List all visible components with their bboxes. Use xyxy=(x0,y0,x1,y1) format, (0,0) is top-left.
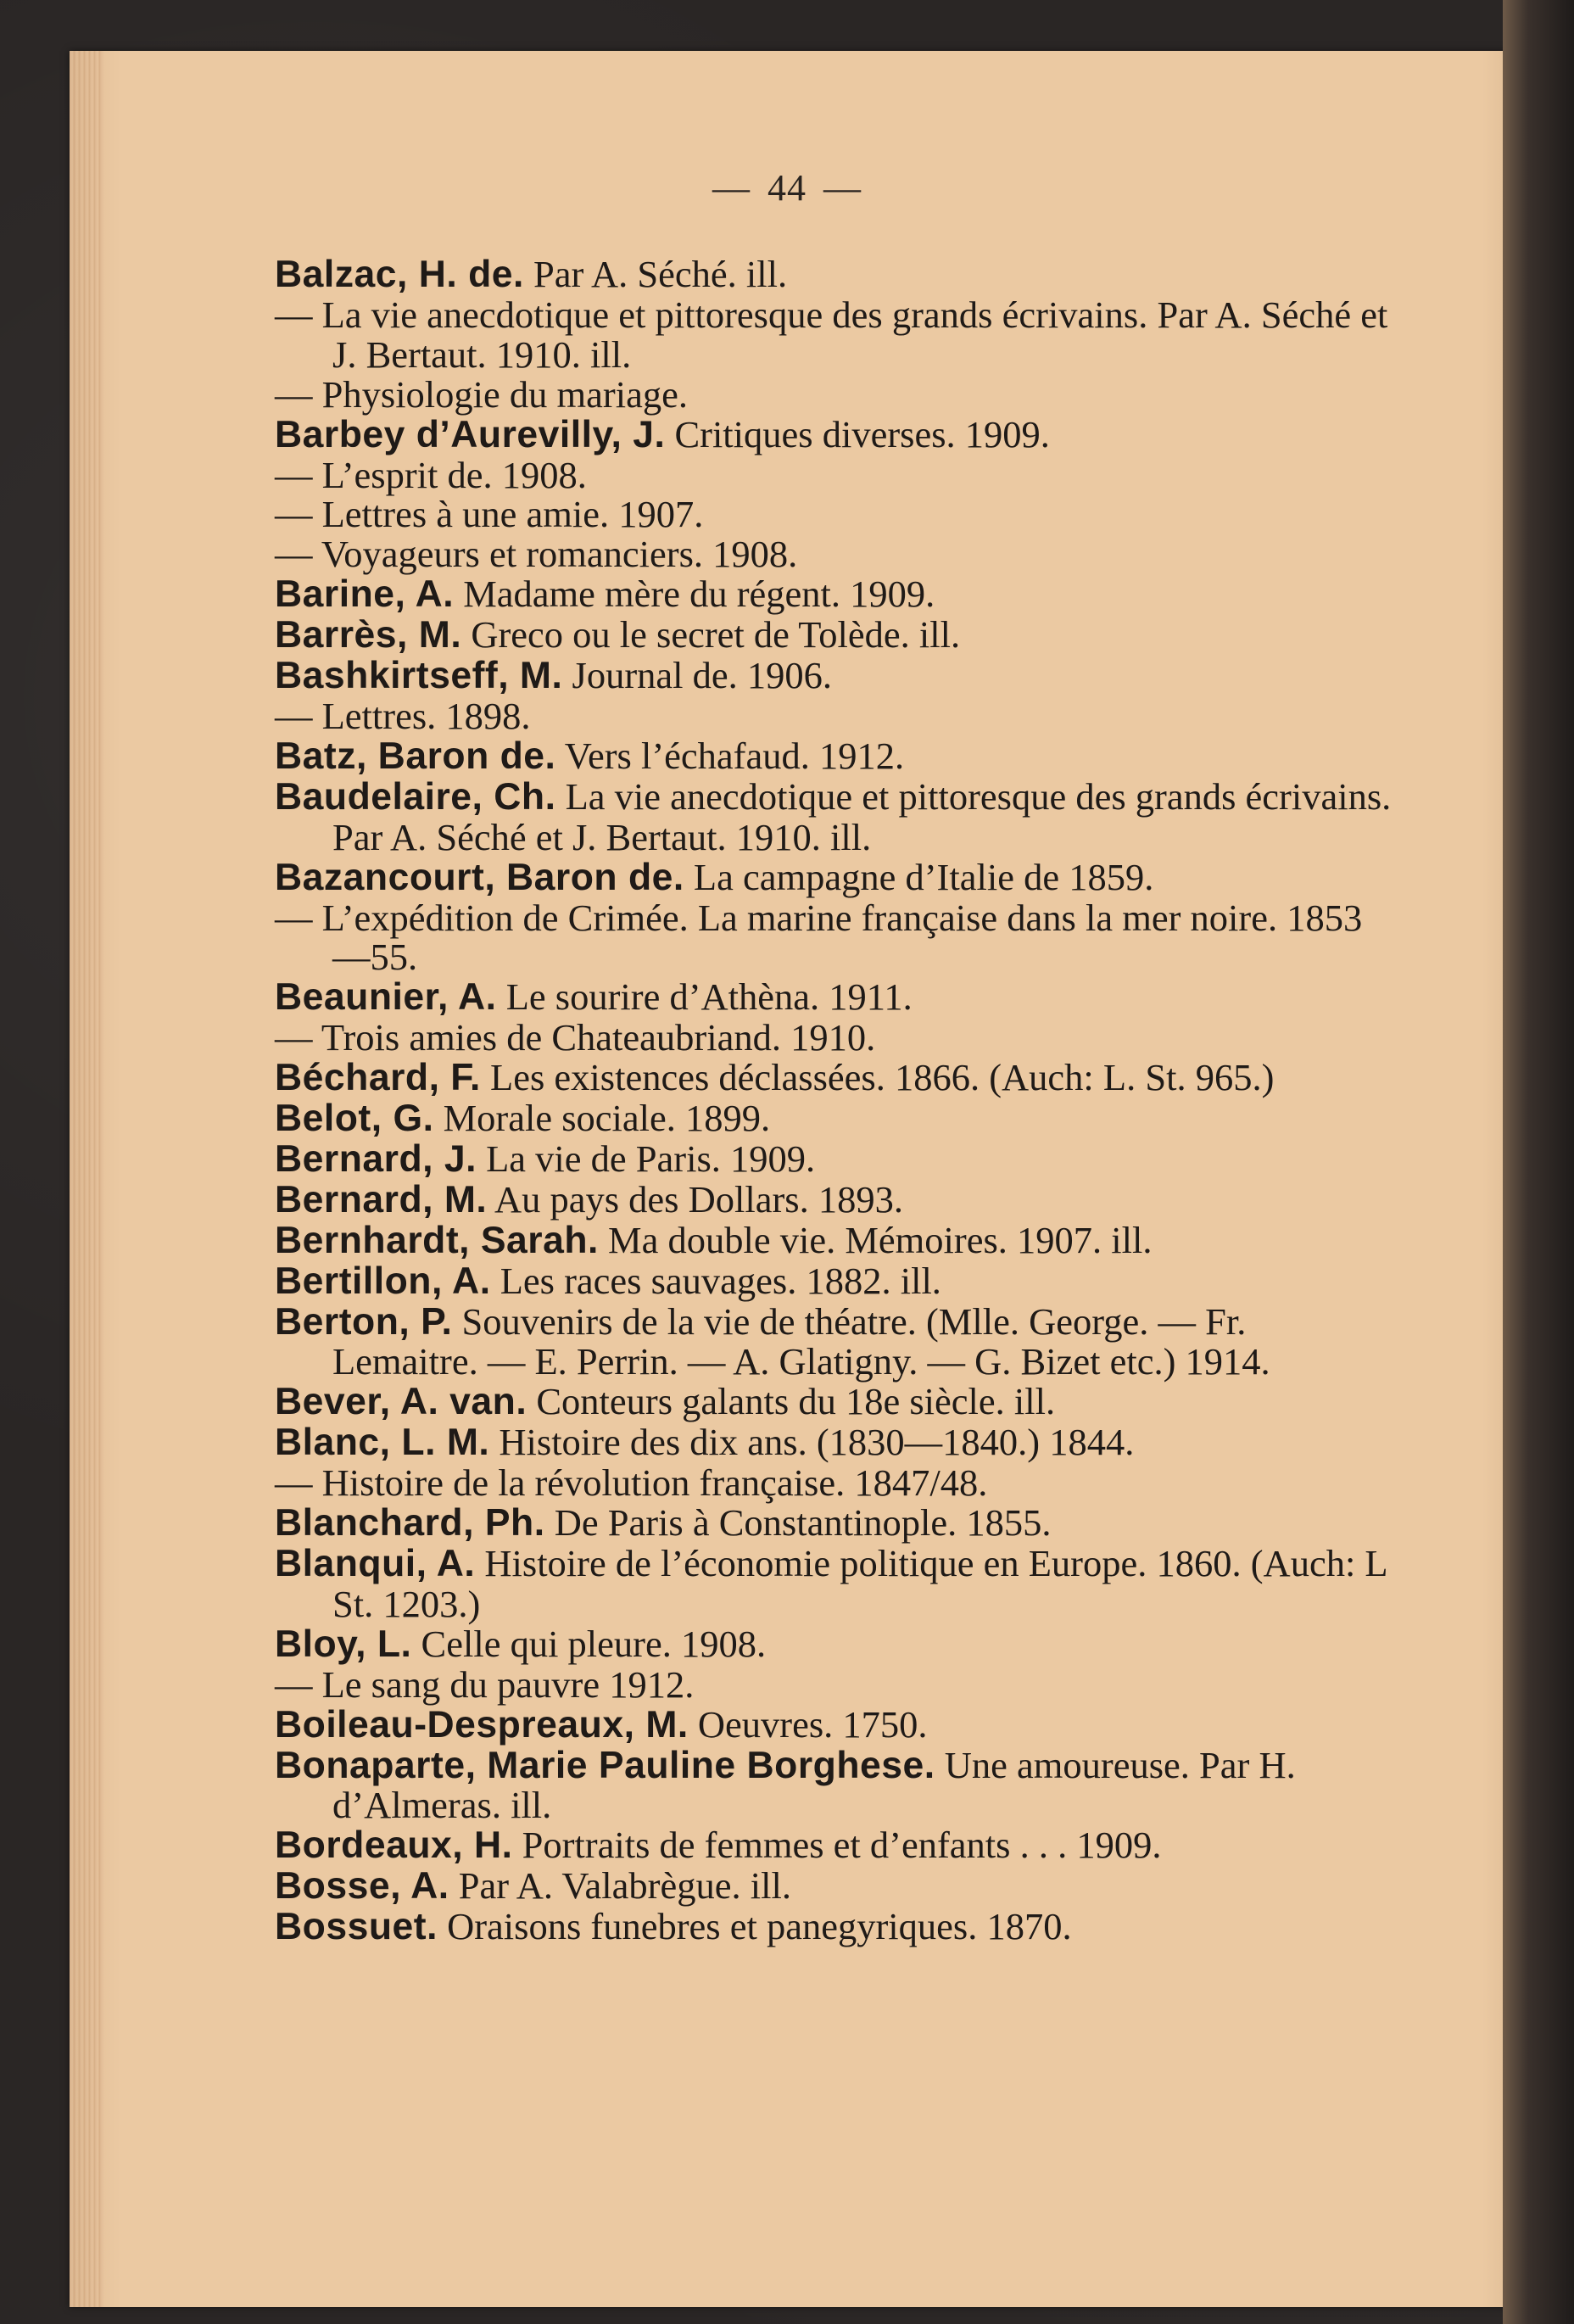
entry-text: Conteurs galants du 18e siècle. ill. xyxy=(527,1380,1056,1423)
entry-text: — Voyageurs et romanciers. 1908. xyxy=(275,533,798,576)
entry-author: Bosse, A. xyxy=(275,1865,449,1908)
bibliography-entry xyxy=(275,1098,1394,1139)
bibliography-entry xyxy=(275,1018,1394,1058)
bibliography-entry xyxy=(275,1177,1394,1221)
bibliography-entry xyxy=(275,1218,1394,1261)
bibliography-entry xyxy=(275,295,1394,375)
bibliography-entry xyxy=(275,494,1394,534)
entry-author: Bordeaux, H. xyxy=(275,1824,513,1867)
entry-author: Béchard, F. xyxy=(275,1057,481,1099)
bibliography-entry xyxy=(275,774,1394,858)
entry-text: — L’esprit de. 1908. xyxy=(275,453,587,496)
entry-author: Bertillon, A. xyxy=(275,1260,491,1302)
bibliography-entry xyxy=(275,1299,1394,1383)
entry-text: — Trois amies de Chateaubriand. 1910. xyxy=(275,1016,876,1059)
entry-author: Bloy, L. xyxy=(275,1623,412,1665)
bibliography-entry xyxy=(275,736,1394,777)
entry-author: Balzac, H. de. xyxy=(275,254,524,295)
bibliography-entry xyxy=(275,1058,1394,1098)
bibliography-entry xyxy=(275,1463,1394,1503)
bibliography-entry xyxy=(275,412,1394,455)
entry-author: Batz, Baron de. xyxy=(275,735,556,777)
entry-text: De Paris à Constantinople. 1855. xyxy=(544,1501,1052,1545)
entry-author: Blanc, L. M. xyxy=(275,1422,490,1464)
bibliography-entry xyxy=(275,696,1394,736)
bibliography-entry xyxy=(275,574,1394,615)
entry-text: Les existences déclassées. 1866. (Auch: L. St. 965.) xyxy=(480,1056,1275,1099)
bibliography-entry xyxy=(275,1866,1394,1907)
entry-text: Les races sauvages. 1882. ill. xyxy=(490,1259,941,1302)
entry-text: — Lettres. 1898. xyxy=(275,694,531,737)
entry-text: Histoire de l’économie politique en Europe. 1860. (Auch: L St. 1203.) xyxy=(332,1542,1387,1625)
entry-text: — Histoire de la révolution française. 1847/48. xyxy=(275,1461,988,1505)
entry-text: Journal de. 1906. xyxy=(562,654,833,697)
entry-text: Oeuvres. 1750. xyxy=(688,1702,928,1746)
entry-text: Madame mère du régent. 1909. xyxy=(454,573,935,616)
entry-author: Blanqui, A. xyxy=(275,1543,476,1584)
entry-text: Greco ou le secret de Tolède. ill. xyxy=(461,613,961,656)
page-number-value: 44 xyxy=(767,167,807,209)
entry-text: Au pays des Dollars. 1893. xyxy=(487,1177,903,1221)
entry-text: Une amoureuse. Par H. d’Almeras. ill. xyxy=(332,1743,1296,1827)
entry-author: Bashkirtseff, M. xyxy=(275,655,563,697)
binding-shadow xyxy=(1503,0,1574,2324)
entry-text: — Physiologie du mariage. xyxy=(275,372,688,416)
bibliography-entry xyxy=(275,372,1394,416)
bibliography-entry xyxy=(275,1825,1394,1866)
bibliography-entry xyxy=(275,1422,1394,1463)
entry-text: La campagne d’Italie de 1859. xyxy=(684,855,1154,898)
entry-text: — Lettres à une amie. 1907. xyxy=(275,493,704,536)
entry-text: Celle qui pleure. 1908. xyxy=(411,1622,767,1665)
entry-text: Le sourire d’Athèna. 1911. xyxy=(496,975,913,1019)
entry-text: Par A. Valabrègue. ill. xyxy=(449,1864,791,1908)
bibliography-entry xyxy=(275,1662,1394,1706)
entry-text: Portraits de femmes et d’enfants . . . 1909. xyxy=(512,1824,1162,1867)
bibliography-entry xyxy=(275,855,1394,898)
bibliography-entry xyxy=(275,1743,1394,1827)
bibliography-list xyxy=(275,254,1394,1947)
bibliography-entry xyxy=(275,656,1394,696)
bibliography-entry xyxy=(275,898,1394,978)
bibliography-entry xyxy=(275,1261,1394,1302)
entry-text: La vie de Paris. 1909. xyxy=(476,1137,816,1180)
bibliography-entry xyxy=(275,1907,1394,1947)
bibliography-entry xyxy=(275,1382,1394,1422)
bibliography-entry xyxy=(275,1544,1394,1624)
entry-text: Ma double vie. Mémoires. 1907. ill. xyxy=(598,1218,1153,1261)
bibliography-entry xyxy=(275,1624,1394,1665)
page-number: — 44 — xyxy=(712,167,862,209)
entry-author: Bernard, J. xyxy=(275,1137,477,1180)
entry-author: Bernard, M. xyxy=(275,1178,488,1221)
entry-author: Barbey d’Aurevilly, J. xyxy=(275,413,666,455)
page-edges xyxy=(70,51,103,2307)
entry-text: Par A. Séché. ill. xyxy=(523,253,788,295)
entry-text: Souvenirs de la vie de théatre. (Mlle. George. — Fr. Lemaitre. — E. Perrin. — A. Glatigny. — G. Bizet etc.) 1914. xyxy=(332,1299,1270,1383)
entry-author: Barrès, M. xyxy=(275,614,462,656)
entry-text: La vie anecdotique et pittoresque des grands écrivains. Par A. Séché et J. Bertaut. 1910. ill. xyxy=(332,774,1392,858)
entry-text: — L’expédition de Crimée. La marine française dans la mer noire. 1853—55. xyxy=(275,896,1363,979)
entry-text: Histoire des dix ans. (1830—1840.) 1844. xyxy=(489,1421,1135,1464)
entry-author: Baudelaire, Ch. xyxy=(275,775,556,818)
entry-author: Boileau-Despreaux, M. xyxy=(275,1703,689,1746)
bibliography-entry xyxy=(275,455,1394,495)
bibliography-entry xyxy=(275,534,1394,574)
entry-author: Berton, P. xyxy=(275,1300,453,1343)
entry-author: Bonaparte, Marie Pauline Borghese. xyxy=(275,1744,935,1786)
entry-text: — Le sang du pauvre 1912. xyxy=(275,1662,695,1706)
entry-text: Critiques diverses. 1909. xyxy=(665,412,1050,455)
bibliography-entry xyxy=(275,1139,1394,1180)
bibliography-entry xyxy=(275,1702,1394,1746)
entry-author: Bazancourt, Baron de. xyxy=(275,856,684,898)
entry-author: Blanchard, Ph. xyxy=(275,1502,545,1545)
entry-author: Belot, G. xyxy=(275,1098,434,1140)
entry-text: Morale sociale. 1899. xyxy=(433,1097,771,1140)
entry-author: Bernhardt, Sarah. xyxy=(275,1219,599,1261)
entry-text: Vers l’échafaud. 1912. xyxy=(555,734,905,777)
entry-author: Bever, A. van. xyxy=(275,1381,527,1423)
entry-author: Bossuet. xyxy=(275,1906,438,1948)
bibliography-entry xyxy=(275,615,1394,656)
bibliography-entry xyxy=(275,1503,1394,1544)
entry-text: Oraisons funebres et panegyriques. 1870. xyxy=(437,1905,1072,1948)
entry-text: — La vie anecdotique et pittoresque des grands écrivains. Par A. Séché et J. Bertaut. 1910. ill. xyxy=(275,293,1388,376)
bibliography-entry xyxy=(275,254,1394,295)
entry-author: Beaunier, A. xyxy=(275,976,497,1019)
bibliography-entry xyxy=(275,977,1394,1018)
entry-author: Barine, A. xyxy=(275,573,455,616)
